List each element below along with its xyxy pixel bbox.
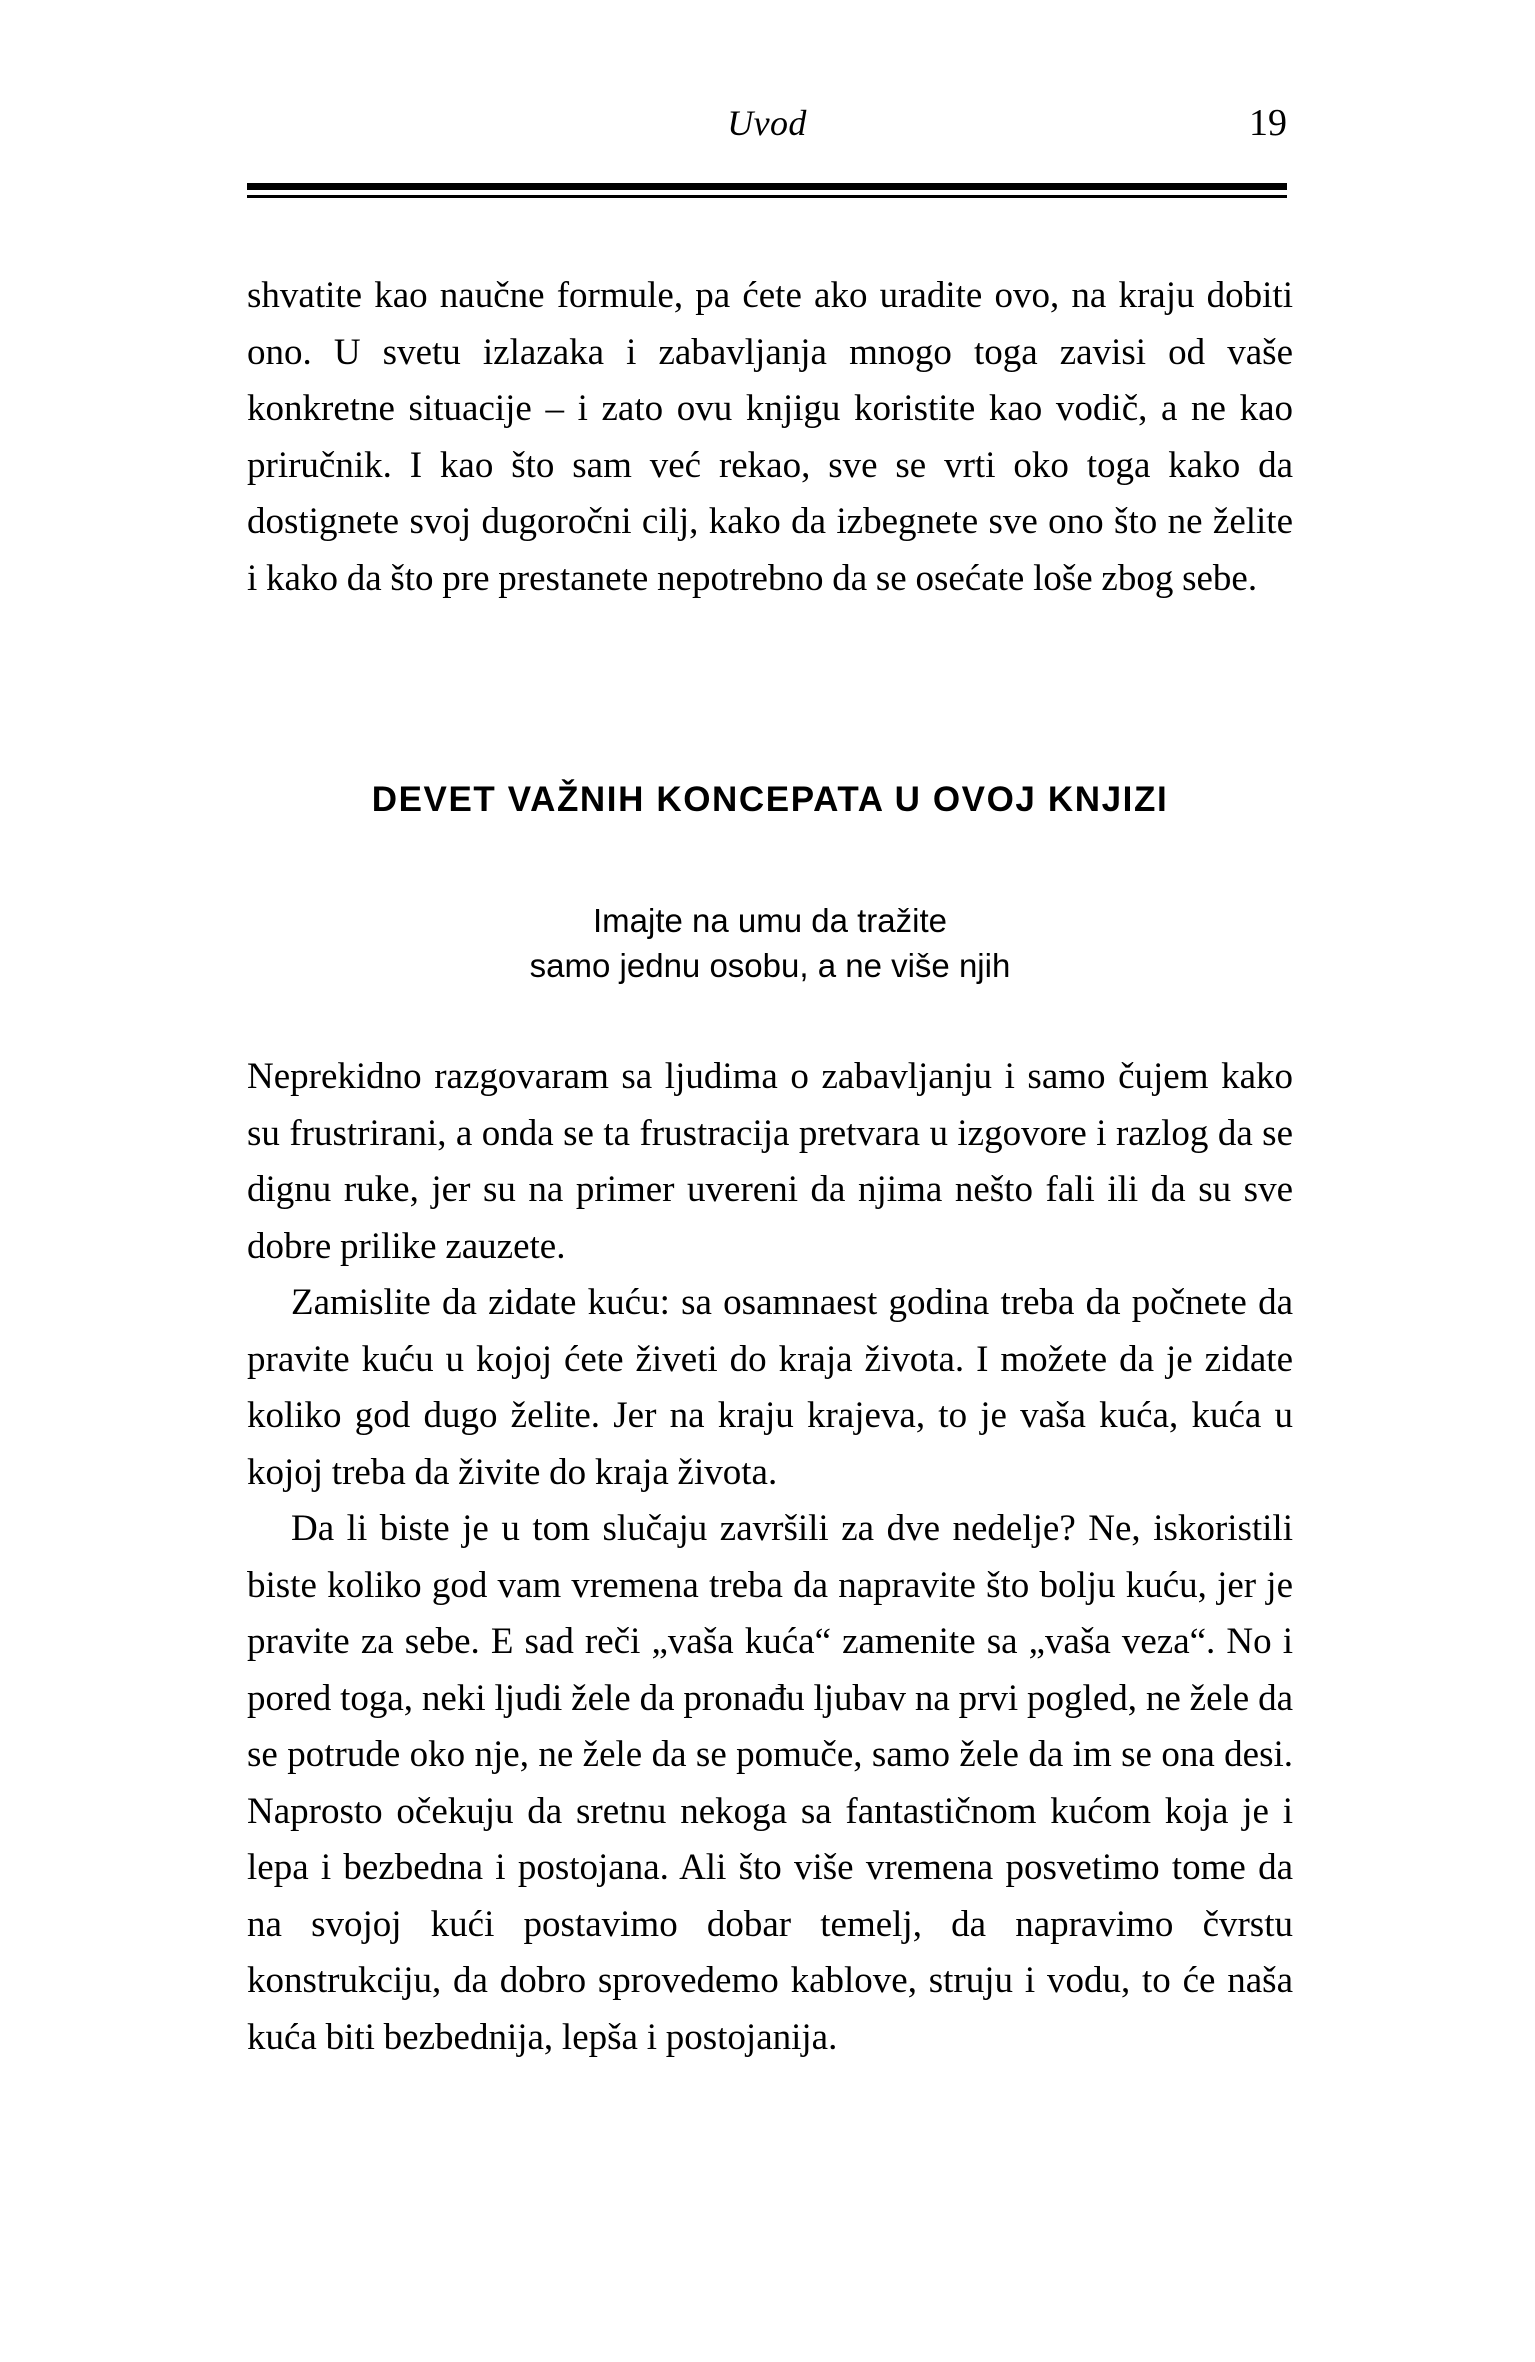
page-number: 19 bbox=[1249, 102, 1287, 144]
paragraph-1: Neprekidno razgovaram sa ljudima o zabavljanju i samo čujem kako su frustrirani, a onda se ta frustracija pretvara u izgovore i razlog da se dignu ruke, jer su na primer uvereni da njima nešto fali ili da su sve dobre prilike zauzete. bbox=[247, 1056, 1293, 1267]
top-text-block bbox=[247, 268, 1293, 607]
paragraph-3: Da li biste je u tom slučaju završili za dve nedelje? Ne, iskoristili biste koliko god vam vremena treba da napravite što bolju kuću, jer je pravite za sebe. E sad reči „vaša kuća“ zamenite sa „vaša veza“. No i pored toga, neki ljudi žele da pronađu ljubav na prvi pogled, ne žele da se potrude oko nje, ne žele da se pomuče, samo žele da im se ona desi. Naprosto očekuju da sretnu nekoga sa fantastičnom kućom koja je i lepa i bezbedna i postojana. Ali što više vremena posvetimo tome da na svojoj kući postavimo dobar temelj, da napravimo čvrstu konstrukciju, da dobro sprovedemo kablove, struju i vodu, to će naša kuća biti bezbednija, lepša i postojanija. bbox=[247, 1508, 1293, 2058]
header-rule-thin bbox=[247, 195, 1287, 198]
header-rule-thick bbox=[247, 183, 1287, 190]
running-head bbox=[247, 100, 1287, 166]
section-heading: DEVET VAŽNIH KONCEPATA U OVOJ KNJIZI bbox=[371, 780, 1169, 819]
section-subheading-block bbox=[247, 898, 1293, 988]
section-heading-block bbox=[247, 778, 1293, 822]
running-head-title: Uvod bbox=[727, 103, 807, 143]
section-subheading-line-2: samo jednu osobu, a ne više njih bbox=[529, 947, 1011, 984]
paragraph-2: Zamislite da zidate kuću: sa osamnaest godina treba da počnete da pravite kuću u kojoj ćete živeti do kraja života. I možete da je zidate koliko god dugo želite. Jer na kraju krajeva, to je vaša kuća, kuća u kojoj treba da živite do kraja života. bbox=[247, 1282, 1293, 1493]
header-rule-group bbox=[247, 183, 1287, 198]
section-subheading bbox=[247, 898, 1293, 988]
section-subheading-line-1: Imajte na umu da tražite bbox=[592, 902, 947, 939]
main-text-block bbox=[247, 1049, 1293, 2066]
paragraph-continuation: shvatite kao naučne formule, pa ćete ako uradite ovo, na kraju dobiti ono. U svetu izlazaka i zabavljanja mnogo toga zavisi od vaše konkretne situacije – i zato ovu knjigu koristite kao vodič, a ne kao priručnik. I kao što sam već rekao, sve se vrti oko toga kako da dostignete svoj dugoročni cilj, kako da izbegnete sve ono što ne želite i kako da što pre prestanete nepotrebno da se osećate loše zbog sebe. bbox=[247, 275, 1293, 599]
